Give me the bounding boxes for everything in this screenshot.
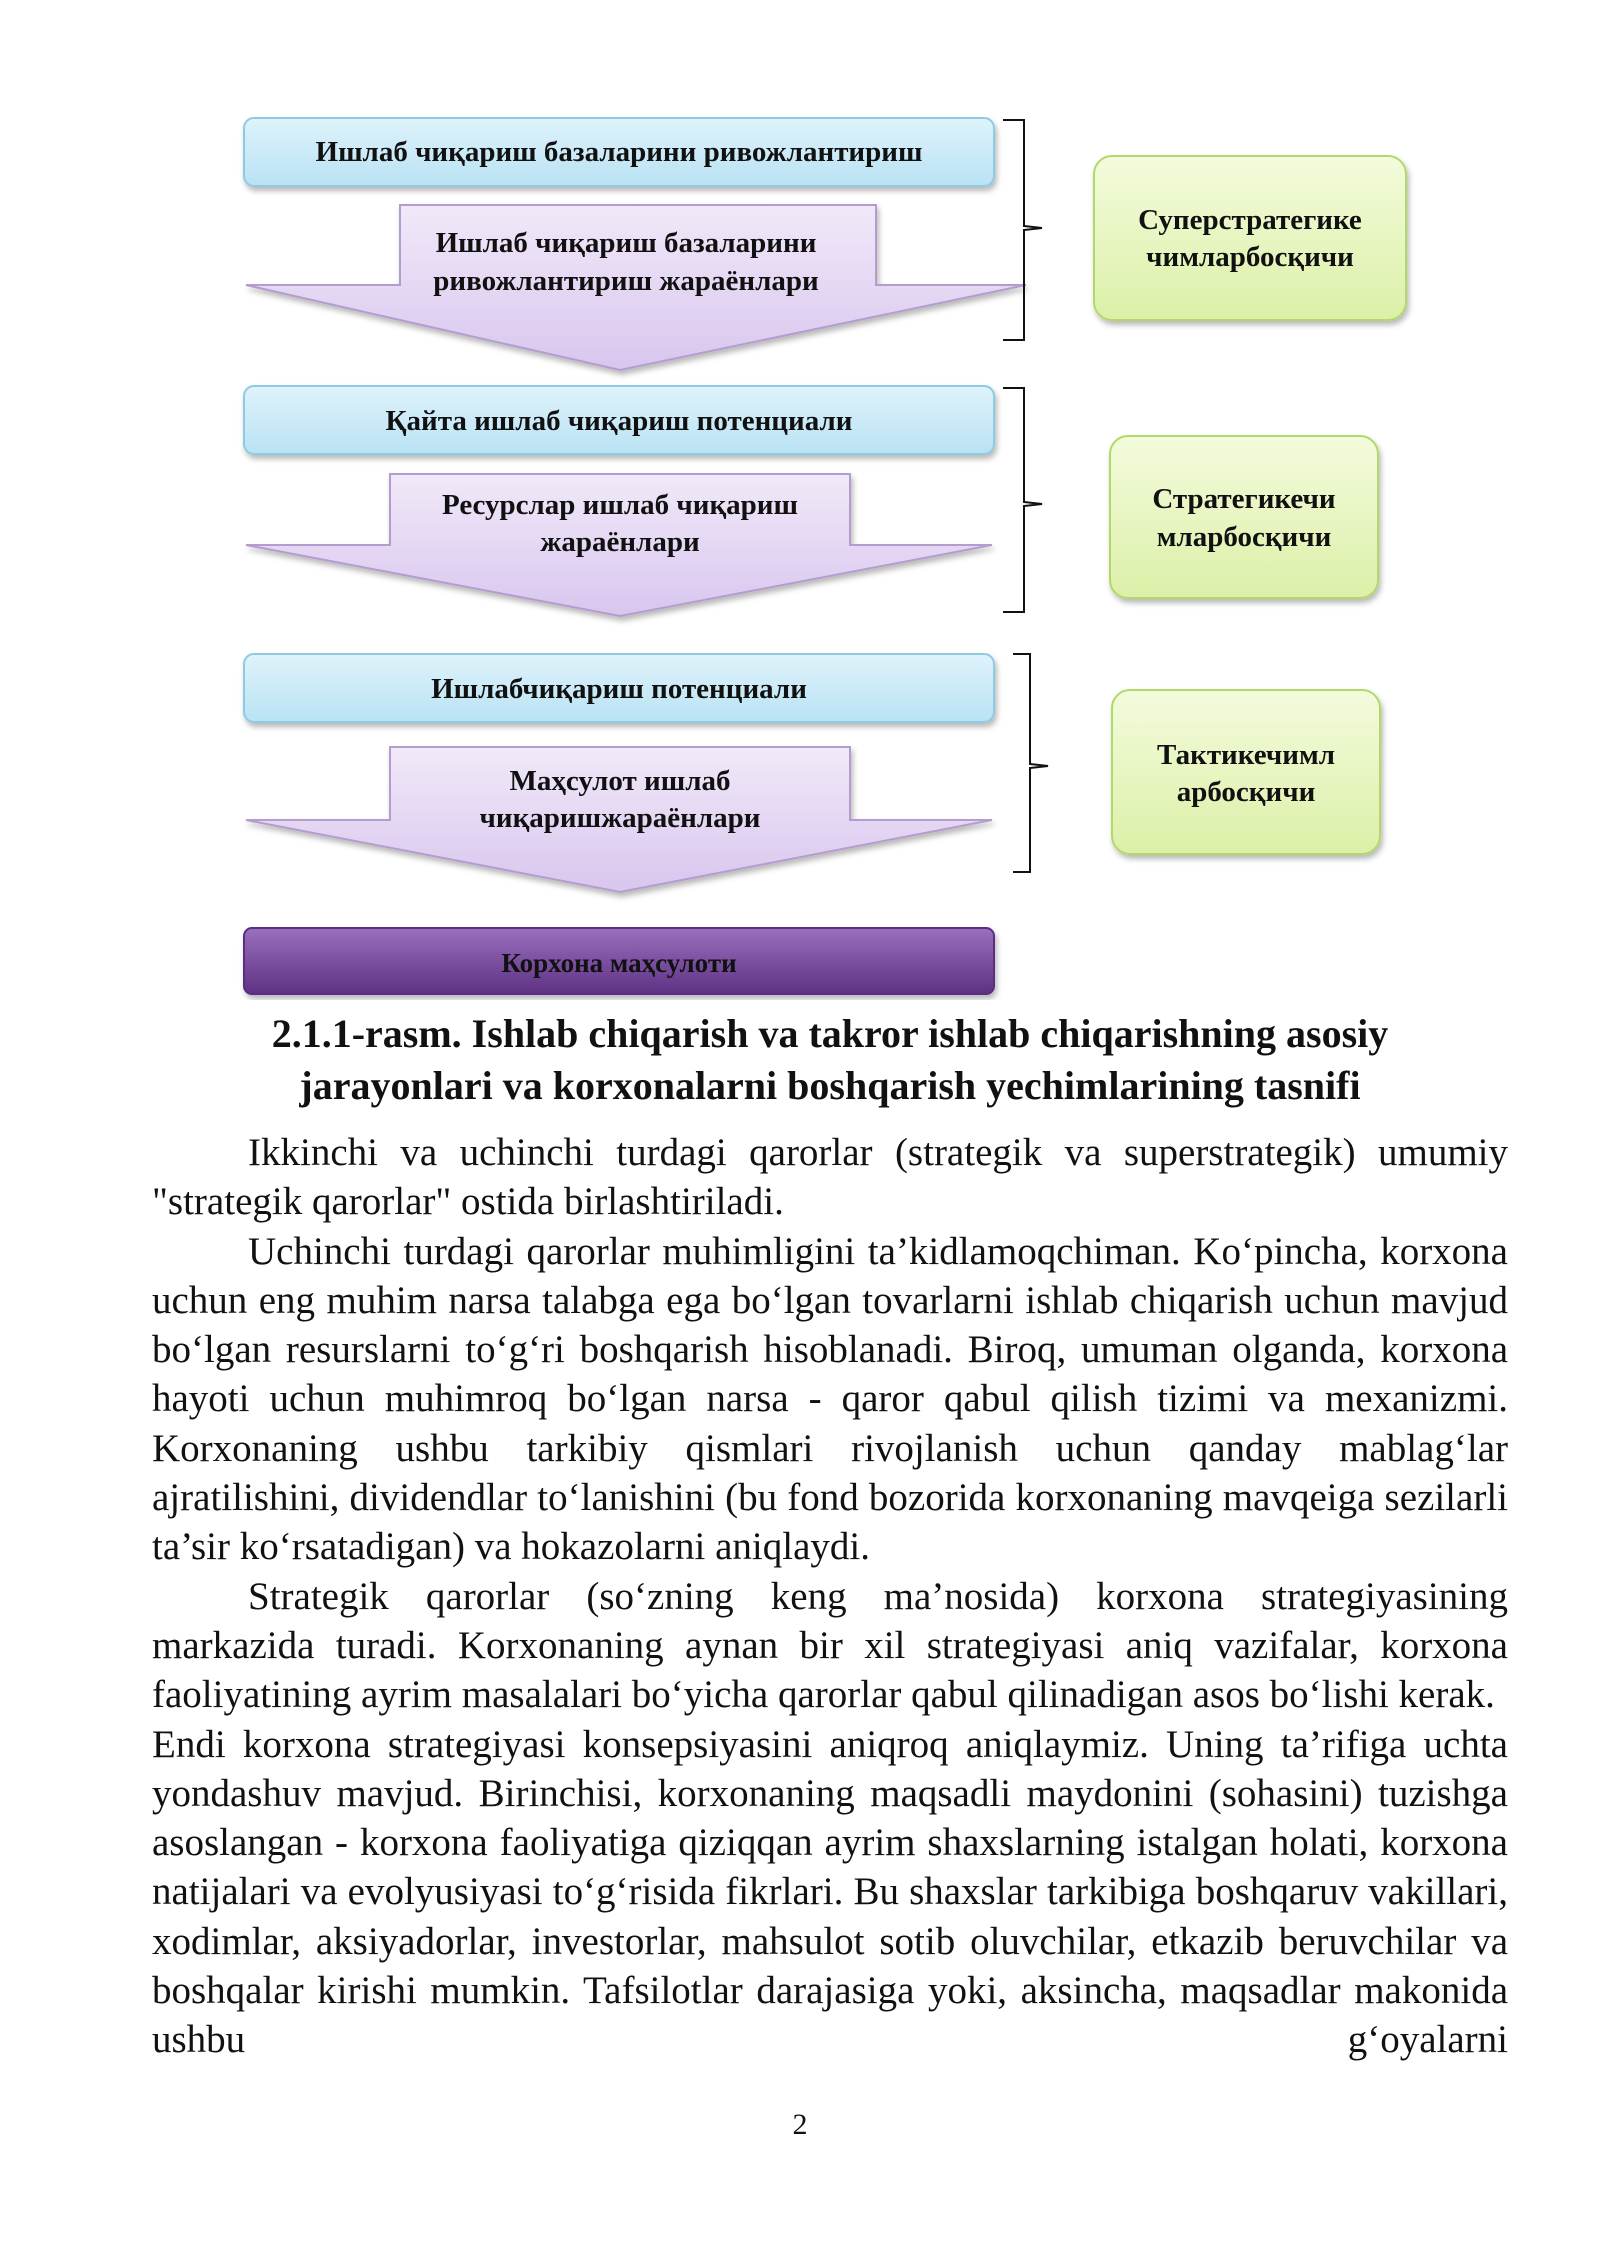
paragraph-4: Endi korxona strategiyasi konsepsiyasini aniqroq aniqlaymiz. Uning ta’rifiga uchta yondashuv mavjud. Birinchisi, korxonaning maqsadli maydonini (sohasini) tuzishga asoslangan - korxona faoliyatiga qiziqqan ayrim shaxslarning istalgan holati, korxona natijalari va evolyusiyasi to‘g‘risida fikrlari. Bu shaxslar tarkibiga boshqaruv vakillari, xodimlar, aksiyadorlar, investorlar, mahsulot sotib oluvchilar, etkazib beruvchilar va boshqalar kirishi mumkin. Tafsilotlar darajasiga yoki, aksincha, maqsadlar makonida ushbu g‘oyalarni xyxy=(152,1722,1508,2062)
figure-caption-line-2: jarayonlari va korxonalarni boshqarish yechimlarining tasnifi xyxy=(299,1063,1361,1108)
figure-caption-line-1: 2.1.1-rasm. Ishlab chiqarish va takror ishlab chiqarishning asosiy xyxy=(271,1011,1389,1056)
side-box-2-line-2: мларбосқичи xyxy=(1156,521,1332,553)
paragraph-2: Uchinchi turdagi qarorlar muhimligini ta’kidlamoqchiman. Ko‘pincha, korxona uchun eng muhim narsa talabga ega bo‘lgan tovarlarni ishlab chiqarish uchun mavjud bo‘lgan resurslarni to‘g‘ri boshqarish hisoblanadi. Biroq, umuman olganda, korxona hayoti uchun muhimroq bo‘lgan narsa - qaror qabul qilish tizimi va mexanizmi. Korxonaning ushbu tarkibiy qismlari rivojlanish uchun qanday mablag‘lar ajratilishini, dividendlar to‘lanishini (bu fond bozorida korxonaning mavqeiga sezilarli ta’sir ko‘rsatadigan) va hokazolarni aniqlaydi. xyxy=(152,1229,1508,1569)
side-box-3 xyxy=(1112,690,1380,854)
top-box-3-label: Ишлабчиқариш потенциали xyxy=(431,673,807,705)
side-box-2-line-1: Стратегикечи xyxy=(1152,483,1336,515)
process-arrow-2-line-2: жараёнлари xyxy=(540,526,700,558)
process-arrow-3-line-1: Маҳсулот ишлаб xyxy=(509,765,731,797)
process-arrow-2-line-1: Ресурслар ишлаб чиқариш xyxy=(441,489,799,521)
body-text xyxy=(152,1128,1508,2065)
side-box-1-line-2: чимларбосқичи xyxy=(1146,241,1354,273)
top-box-2-label: Қайта ишлаб чиқариш потенциали xyxy=(385,405,853,437)
side-box-2 xyxy=(1110,436,1378,598)
page-number: 2 xyxy=(792,2108,808,2141)
paragraph-3: Strategik qarorlar (so‘zning keng ma’nosida) korxona strategiyasining markazida turadi. Korxonaning aynan bir xil strategiyasi aniq vazifalar, korxona faoliyatining ayrim masalalari bo‘yicha qarorlar qabul qilinadigan asos bo‘lishi kerak. xyxy=(152,1574,1508,1717)
side-box-1 xyxy=(1094,156,1406,320)
brace-3 xyxy=(1013,654,1048,872)
paragraph-1: Ikkinchi va uchinchi turdagi qarorlar (strategik va superstrategik) umumiy "strategik qarorlar" ostida birlashtiriladi. xyxy=(152,1131,1508,1224)
top-box-1-label: Ишлаб чиқариш базаларини ривожлантириш xyxy=(315,136,923,168)
brace-2 xyxy=(1003,388,1042,612)
process-arrow-1-line-2: ривожлантириш жараёнлари xyxy=(433,265,819,297)
side-box-1-line-1: Суперстратегике xyxy=(1138,204,1362,236)
side-box-3-line-1: Тактикечимл xyxy=(1156,739,1336,771)
brace-1 xyxy=(1003,120,1042,340)
bottom-box-label: Корхона маҳсулоти xyxy=(501,948,737,978)
process-arrow-3-line-2: чиқаришжараёнлари xyxy=(479,802,761,834)
classification-diagram xyxy=(0,0,1600,1000)
process-arrow-1-line-1: Ишлаб чиқариш базаларини xyxy=(435,227,817,259)
side-box-3-line-2: арбосқичи xyxy=(1176,776,1316,808)
figure-caption xyxy=(150,1008,1510,1112)
